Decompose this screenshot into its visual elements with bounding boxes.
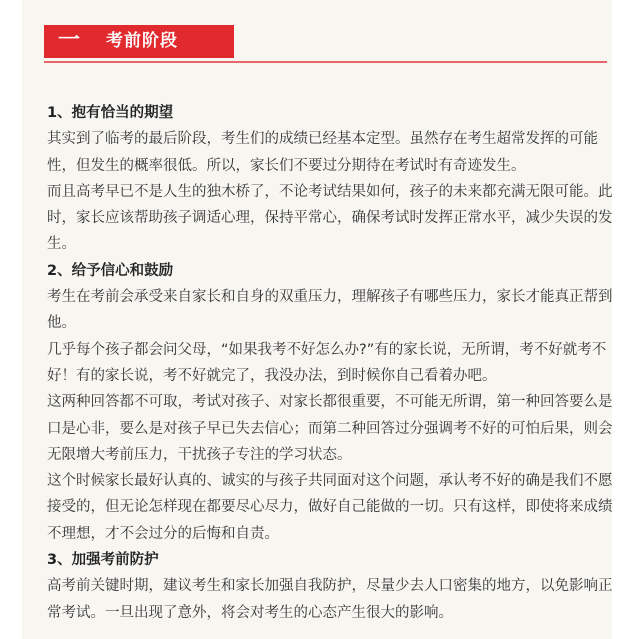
article-content [47,100,615,626]
section-title: 考前阶段 [94,25,234,58]
section-header [44,25,607,61]
header-divider [44,61,607,63]
paragraph: 考生在考前会承受来自家长和自身的双重压力，理解孩子有哪些压力，家长才能真正帮到他。 [47,289,613,332]
paragraph: 这两种回答都不可取，考试对孩子、对家长都很重要，不可能无所谓，第一种回答要么是口是心非，要么是对孩子早已失去信心；而第二种回答过分强调考不好的可怕后果，则会无限增大考前压力，干扰孩子专注的学习状态。 [47,394,613,463]
paragraph: 其实到了临考的最后阶段，考生们的成绩已经基本定型。虽然存在考生超常发挥的可能性，但发生的概率很低。所以，家长们不要过分期待在考试时有奇迹发生。 [47,131,598,174]
subheading-3: 3、加强考前防护 [47,552,159,569]
subheading-1: 1、抱有恰当的期望 [47,105,174,121]
paragraph: 几乎每个孩子都会问父母，“如果我考不好怎么办?”有的家长说，无所谓，考不好就考不好！有的家长说，考不好就完了，我没办法，到时候你自己看着办吧。 [47,341,607,384]
paragraph: 而且高考早已不是人生的独木桥了，不论考试结果如何，孩子的未来都充满无限可能。此时，家长应该帮助孩子调适心理，保持平常心，确保考试时发挥正常水平，减少失误的发生。 [47,183,613,253]
paragraph: 高考前关键时期，建议考生和家长加强自我防护，尽量少去人口密集的地方，以免影响正常考试。一旦出现了意外，将会对考生的心态产生很大的影响。 [47,578,613,621]
subheading-2: 2、给予信心和鼓励 [47,262,174,279]
section-number-badge: 一 [44,25,94,58]
paragraph: 这个时候家长最好认真的、诚实的与孩子共同面对这个问题，承认考不好的确是我们不愿接受的，但无论怎样现在都要尽心尽力，做好自己能做的一切。只有这样，即使将来成绩不理想，才不会过分的后悔和自责。 [47,473,613,542]
article-body [22,0,612,639]
